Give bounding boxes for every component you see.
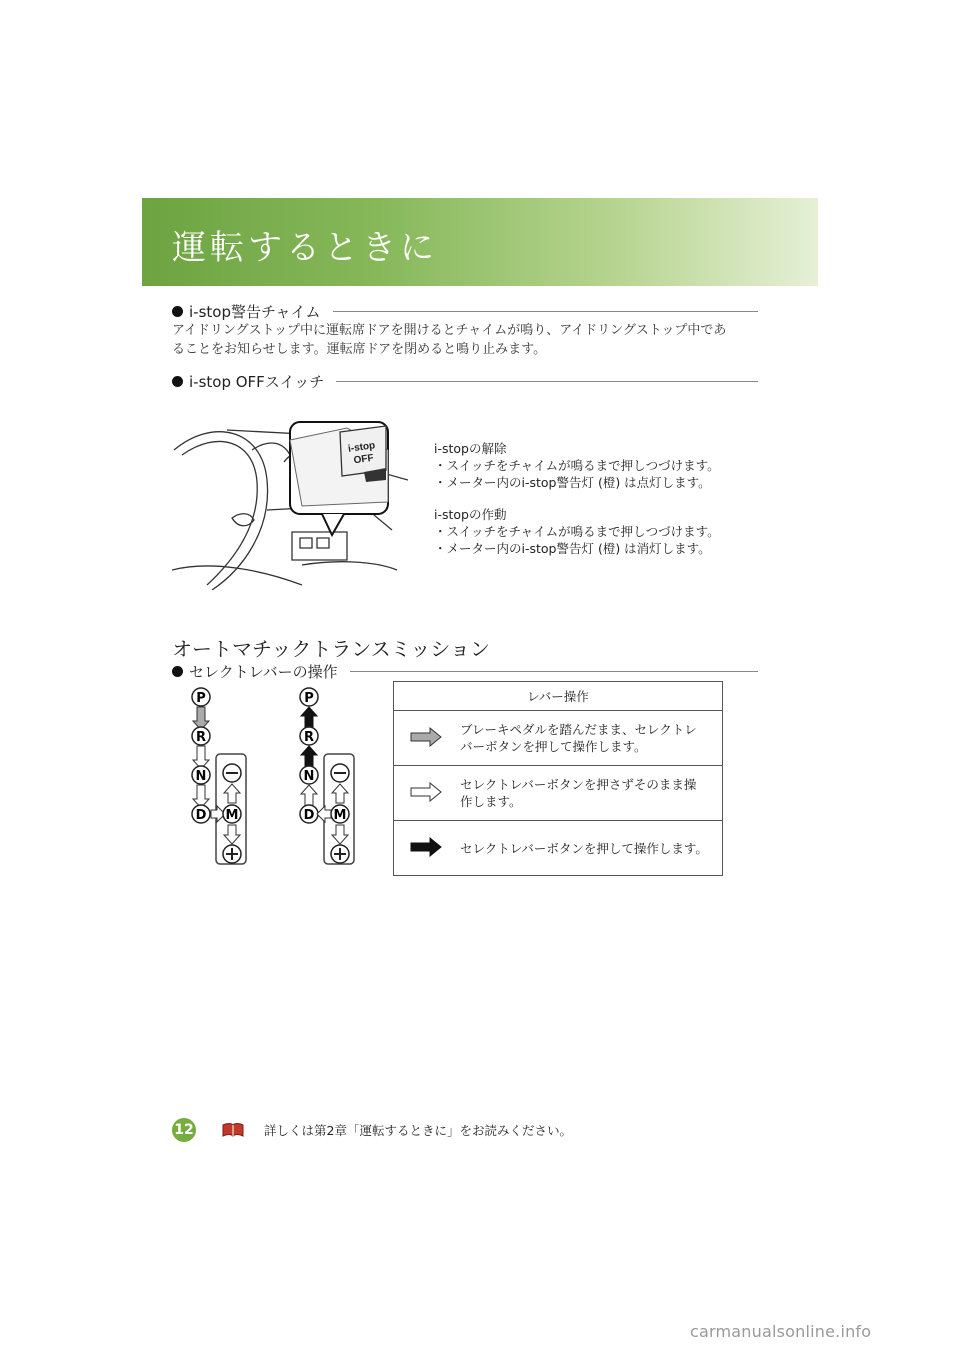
gate-d: D [303,808,315,823]
off-switch-heading-text: i-stop OFFスイッチ [189,372,325,391]
chapter-banner [142,198,818,286]
activate-title: i-stopの作動 [434,507,507,522]
activate-step-2: ・メーター内のi-stop警告灯 (橙) は消灯します。 [434,541,711,556]
gate-r: R [195,730,207,745]
heading-rule [336,381,758,382]
shift-diagram-gray [188,684,268,868]
release-step-2: ・メーター内のi-stop警告灯 (橙) は点灯します。 [434,475,711,490]
site-watermark: carmanualsonline.info [690,1322,872,1341]
gate-m: M [225,808,239,823]
heading-rule [350,671,758,672]
gate-m: M [333,808,347,823]
table-row [394,711,723,766]
row-line: セレクトレバーボタンを押さずそのまま操 [460,777,697,792]
gate-p: P [304,691,314,706]
page-number: 12 [172,1118,196,1142]
row-line: 作します。 [460,794,522,809]
chime-paragraph [172,321,762,359]
dashboard-illustration [172,410,408,590]
outline-arrow-icon [394,766,459,821]
chime-heading-text: i-stop警告チャイム [189,302,321,321]
row-text [458,711,723,766]
row-line: バーボタンを押して操作します。 [460,739,647,754]
release-step-1: ・スイッチをチャイムが鳴るまで押しつづけます。 [434,458,720,473]
transmission-title: オートマチックトランスミッション [172,637,490,661]
gate-n: N [303,769,315,784]
chime-line-2: ることをお知らせします。運転席ドアを閉めると鳴り止みます。 [172,342,547,357]
selector-heading-text: セレクトレバーの操作 [189,662,338,681]
switch-label-off: OFF [352,452,375,467]
gate-p: P [196,691,206,706]
release-title: i-stopの解除 [434,441,507,456]
reference-note-text: 詳しくは第2章「運転するときに」をお読みください。 [264,1123,572,1138]
chime-heading [172,299,758,323]
row-line: セレクトレバーボタンを押して操作します。 [460,840,708,856]
table-header: レバー操作 [394,682,723,711]
lever-operation-table [393,681,723,876]
reference-note [222,1121,572,1139]
heading-rule [333,311,758,312]
selector-heading [172,659,758,683]
gate-d: D [195,808,207,823]
bullet-icon [172,666,183,677]
gate-r: R [303,730,315,745]
row-line: ブレーキペダルを踏んだまま、セレクトレ [460,722,697,737]
bullet-icon [172,376,183,387]
activate-notes [434,506,720,557]
release-notes [434,440,720,491]
chime-line-1: アイドリングストップ中に運転席ドアを開けるとチャイムが鳴り、アイドリングストップ中であ [172,323,727,338]
gate-n: N [195,769,207,784]
activate-step-1: ・スイッチをチャイムが鳴るまで押しつづけます。 [434,524,720,539]
gray-arrow-icon [394,711,459,766]
table-row [394,766,723,821]
table-row [394,821,723,876]
row-text [458,821,723,876]
book-icon [222,1122,244,1138]
black-arrow-icon [394,821,459,876]
switch-label-istop: i-stop [347,440,376,455]
bullet-icon [172,306,183,317]
off-switch-heading [172,369,758,393]
shift-diagram-black [296,684,376,868]
banner-title: 運転するときに [172,228,438,268]
row-text [458,766,723,821]
